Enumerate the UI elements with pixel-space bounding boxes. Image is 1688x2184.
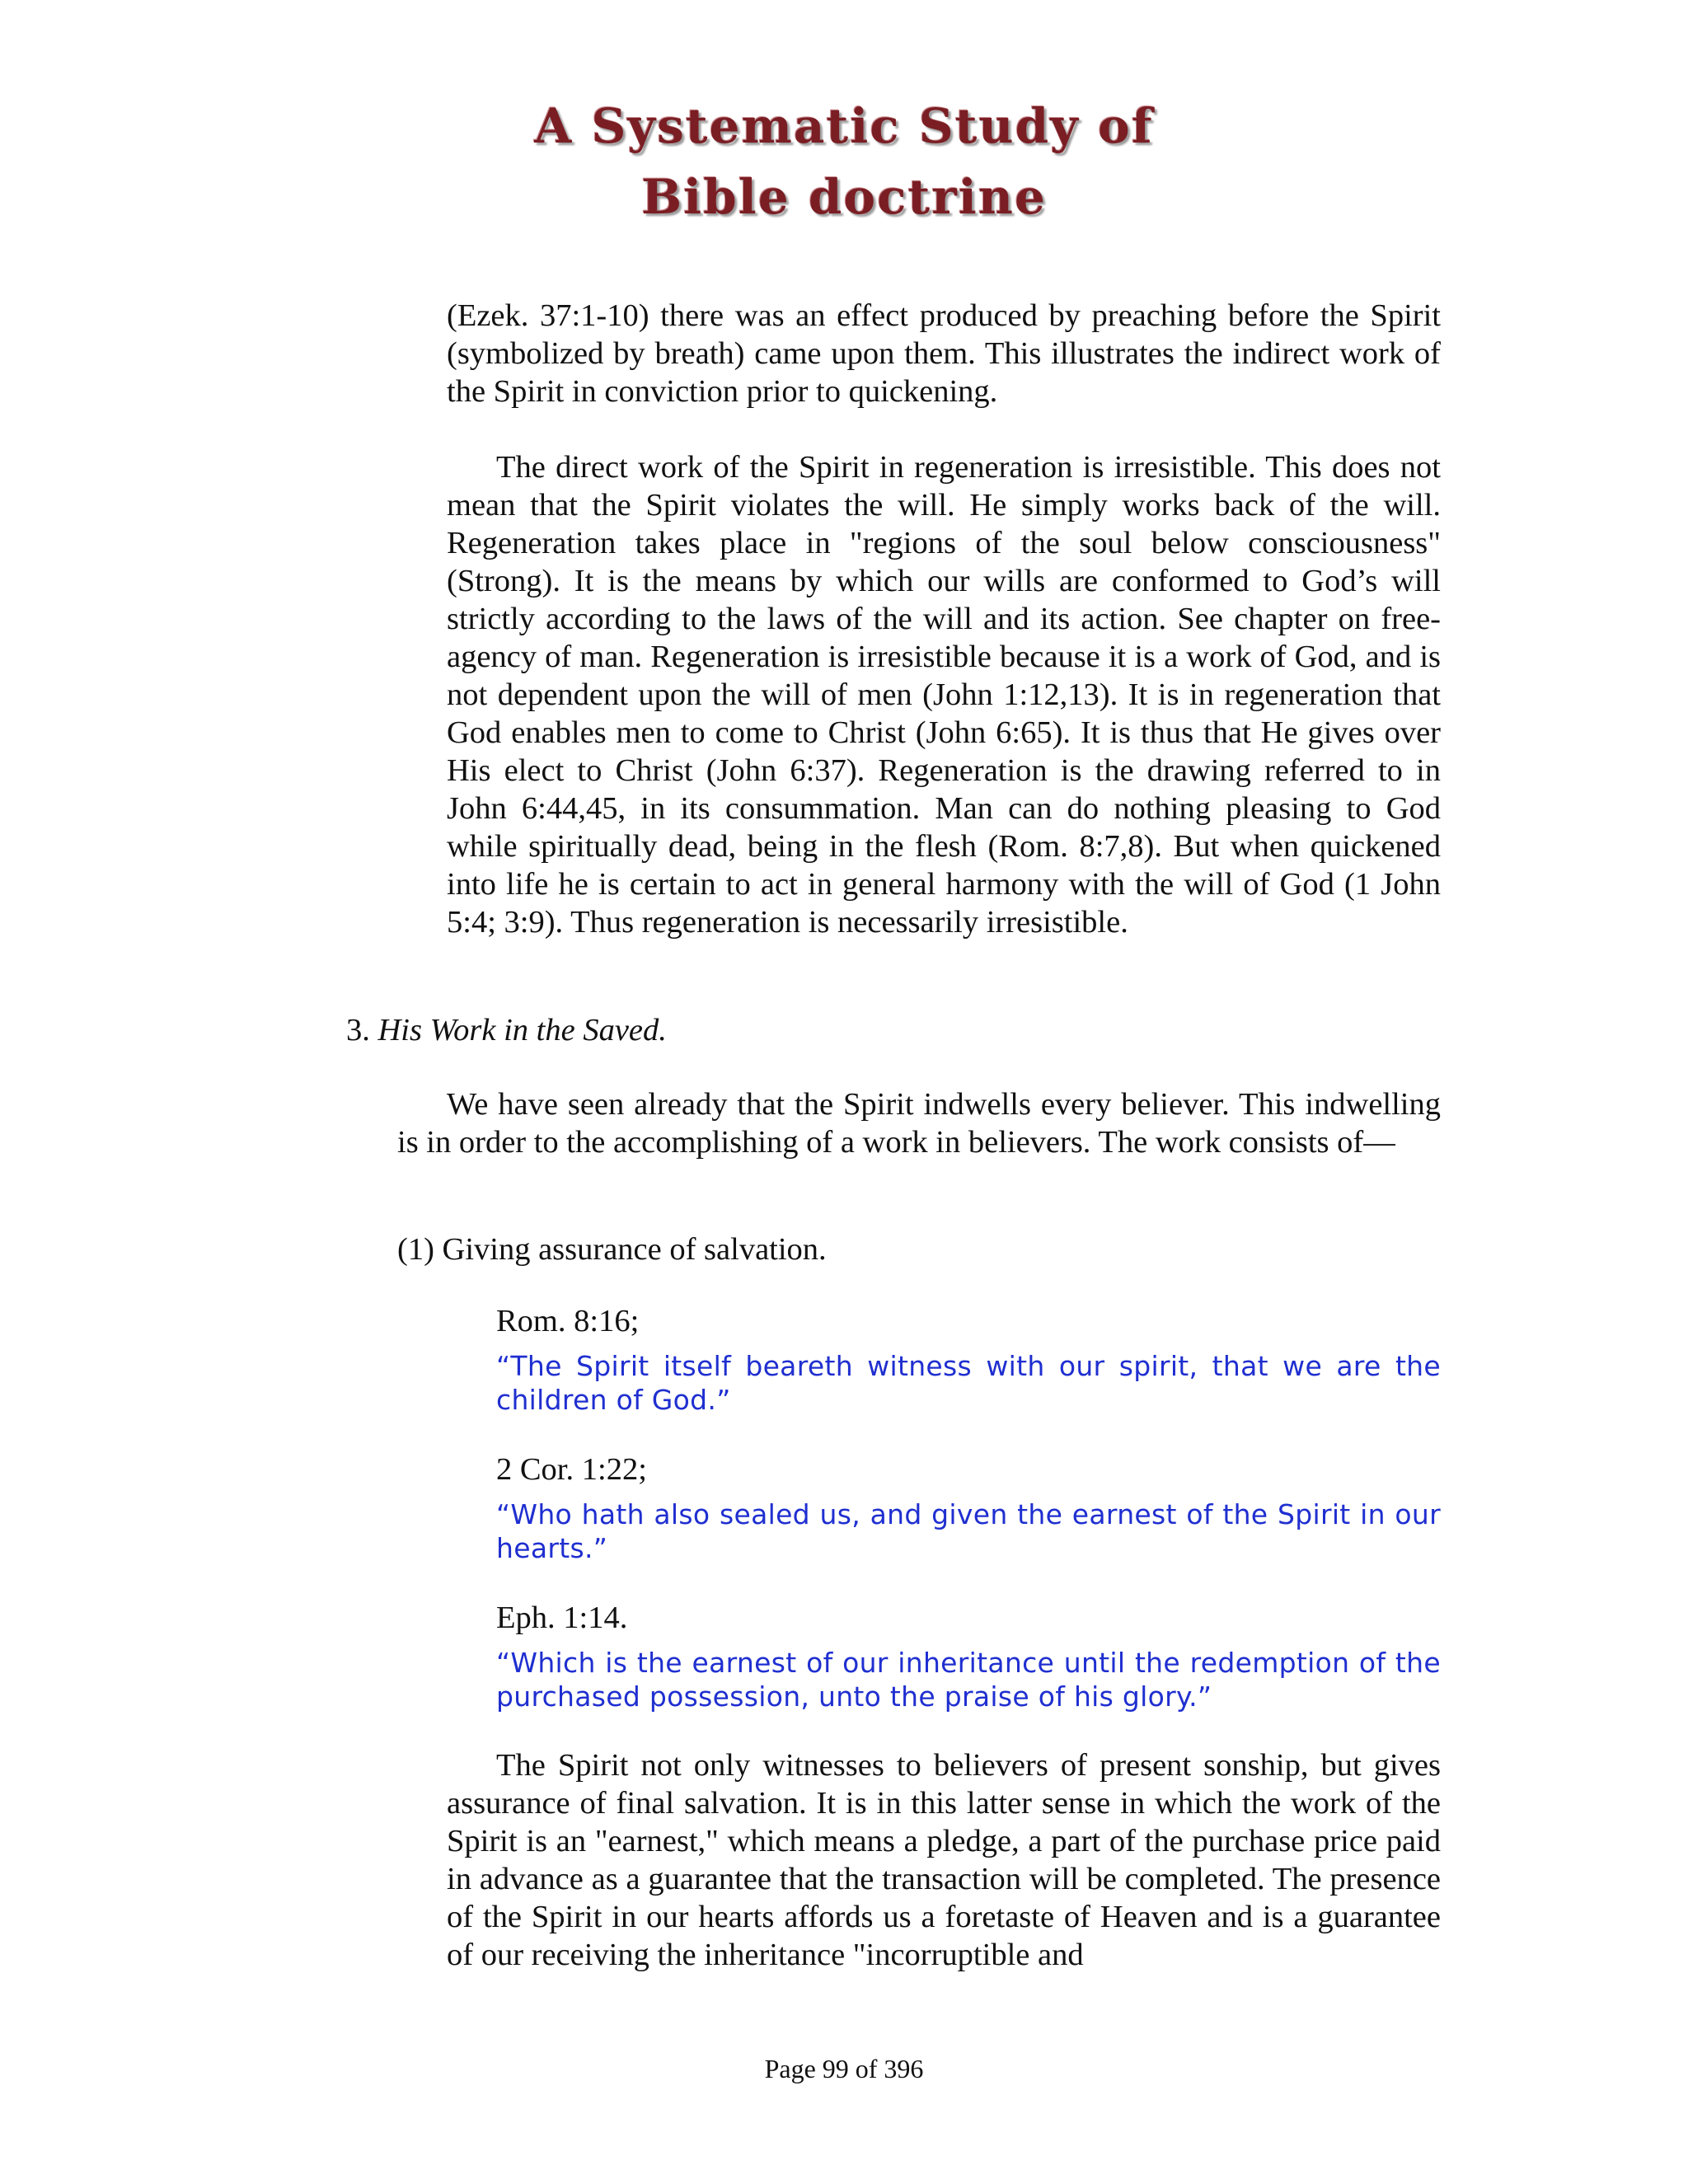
section-title: His Work in the Saved. <box>377 1013 667 1047</box>
scripture-quote: “Who hath also sealed us, and given the earnest of the Spirit in our hearts.” <box>496 1498 1441 1564</box>
book-title-logo <box>0 91 1688 232</box>
scripture-reference: Rom. 8:16; <box>496 1304 640 1338</box>
paragraph-irresistible: The direct work of the Spirit in regeneration is irresistible. This does not mean that the Spirit violates the will. He simply works back of the will. Regeneration takes place in "regions of the soul below consciousness" (Strong). It is the means by which our wills are conformed to God’s will strictly according to the laws of the will and its action. See chapter on free-agency of man. Regeneration is irresistible because it is a work of God, and is not dependent upon the will of men (John 1:12,13). It is in regeneration that God enables men to come to Christ (John 6:65). It is thus that He gives over His elect to Christ (John 6:37). Regeneration is the drawing referred to in John 6:44,45, in its consummation. Man can do nothing pleasing to God while spiritually dead, being in the flesh (Rom. 8:7,8). But when quickened into life he is certain to act in general harmony with the will of God (1 John 5:4; 3:9). Thus regeneration is necessarily irresistible. <box>447 450 1441 940</box>
section-number: 3. <box>346 1013 370 1047</box>
scripture-quote: “Which is the earnest of our inheritance until the redemption of the purchased possession, unto the praise of his glory.” <box>496 1647 1441 1713</box>
scripture-reference: Eph. 1:14. <box>496 1601 628 1635</box>
scripture-reference: 2 Cor. 1:22; <box>496 1452 647 1487</box>
paragraph-indwells: We have seen already that the Spirit indwells every believer. This indwelling is in order to the accomplishing of a work in believers. The work consists of— <box>397 1087 1441 1160</box>
list-item-assurance: (1) Giving assurance of salvation. <box>397 1232 827 1267</box>
page-number: Page 99 of 396 <box>764 2054 924 2083</box>
paragraph-earnest: The Spirit not only witnesses to believers of present sonship, but gives assurance of final salvation. It is in this latter sense in which the work of the Spirit is an "earnest," which means a pledge, a part of the purchase price paid in advance as a guarantee that the transaction will be completed. The presence of the Spirit in our hearts affords us a foretaste of Heaven and is a guarantee of our receiving the inheritance "incorruptible and <box>447 1748 1441 1972</box>
paragraph-continuation: (Ezek. 37:1-10) there was an effect produced by preaching before the Spirit (symbolized by breath) came upon them. This illustrates the indirect work of the Spirit in conviction prior to quickening. <box>447 298 1441 409</box>
section-heading <box>346 1011 667 1049</box>
book-title-line-2: Bible doctrine <box>641 169 1047 225</box>
book-title-line-1: A Systematic Study of <box>534 98 1154 154</box>
scripture-quote: “The Spirit itself beareth witness with our spirit, that we are the children of God.” <box>496 1350 1441 1416</box>
